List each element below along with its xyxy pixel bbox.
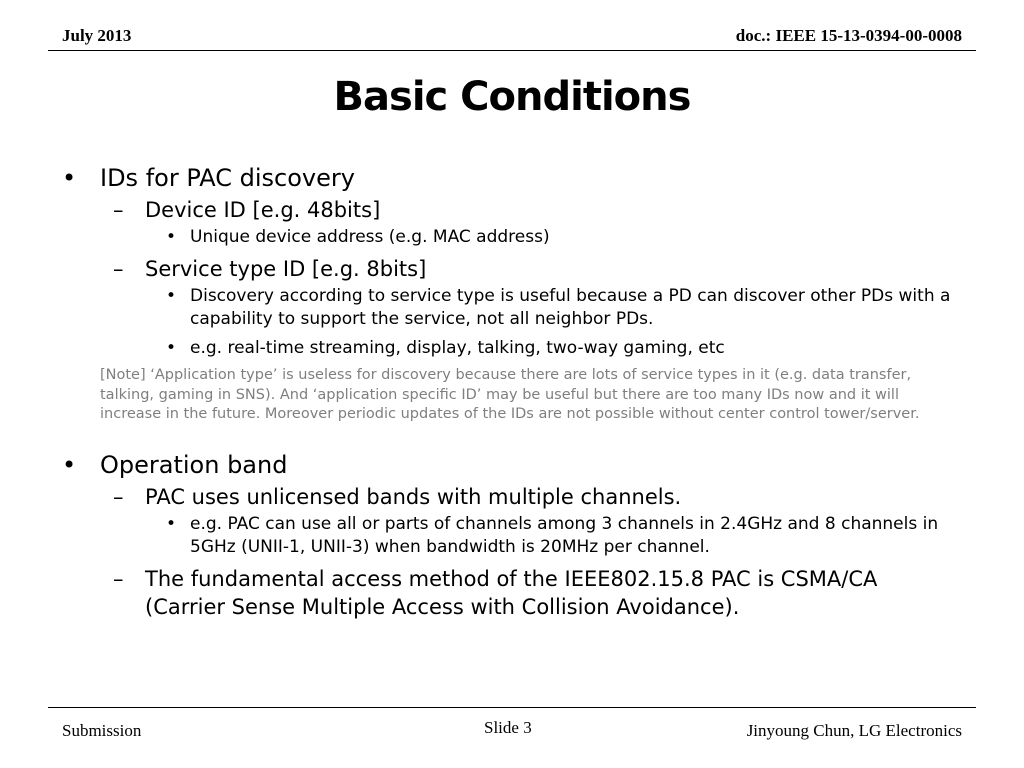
subbullet-text: The fundamental access method of the IEEE802.15.8 PAC is CSMA/CA (Carrier Sense Multiple Access with Collision Avoidance). [145, 566, 878, 619]
bullet-marker: • [62, 164, 77, 192]
item-text: e.g. real-time streaming, display, talking, two-way gaming, etc [190, 338, 725, 358]
footer-divider [48, 707, 976, 708]
dash-marker: – [113, 257, 124, 281]
bullet-marker: • [166, 513, 177, 534]
note-application-type: [Note] ‘Application type’ is useless for discovery because there are lots of service types in it (e.g. data transfer, talking, gaming in SNS). And ‘application specific ID’ may be useful but there are too many IDs now and it will increase in the future. Moreover periodic updates of the IDs are not possible without center control tower/server. [100, 367, 920, 422]
subbullet-text: PAC uses unlicensed bands with multiple channels. [145, 484, 682, 509]
subbullet-access-method [62, 565, 962, 621]
dash-marker: – [113, 566, 124, 591]
bullet-operation-band [62, 449, 962, 481]
item-service-examples [62, 337, 962, 360]
bullet-text: IDs for PAC discovery [100, 164, 355, 192]
item-unique-device-address [62, 226, 962, 249]
dash-marker: – [113, 198, 124, 222]
header-divider [48, 50, 976, 51]
bullet-marker: • [62, 450, 77, 479]
dash-marker: – [113, 484, 124, 509]
item-text: e.g. PAC can use all or parts of channels among 3 channels in 2.4GHz and 8 channels in 5GHz (UNII-1, UNII-3) when bandwidth is 20MHz per channel. [190, 513, 939, 557]
section-spacer [62, 425, 962, 449]
subbullet-device-id [62, 196, 962, 224]
bullet-ids-for-pac-discovery [62, 162, 962, 194]
slide-title: Basic Conditions [333, 74, 691, 120]
footer-author: Jinyoung Chun, LG Electronics [746, 721, 962, 740]
slide-body [62, 162, 962, 623]
item-channel-usage [62, 513, 962, 559]
footer-submission: Submission [62, 721, 142, 740]
bullet-marker: • [166, 227, 177, 247]
item-discovery-by-service-type [62, 285, 962, 331]
subbullet-service-type-id [62, 255, 962, 283]
slide-number: Slide 3 [484, 718, 532, 737]
item-text: Discovery according to service type is useful because a PD can discover other PDs with a capability to support the service, not all neighbor PDs. [190, 286, 951, 329]
subbullet-unlicensed-bands [62, 483, 962, 511]
subbullet-text: Service type ID [e.g. 8bits] [145, 257, 427, 281]
subbullet-text: Device ID [e.g. 48bits] [145, 198, 381, 222]
bullet-marker: • [166, 286, 177, 306]
header-date: July 2013 [62, 26, 132, 45]
item-text: Unique device address (e.g. MAC address) [190, 227, 550, 247]
header-doc-id: doc.: IEEE 15-13-0394-00-0008 [735, 26, 962, 45]
bullet-marker: • [166, 338, 177, 358]
bullet-text: Operation band [100, 450, 288, 479]
